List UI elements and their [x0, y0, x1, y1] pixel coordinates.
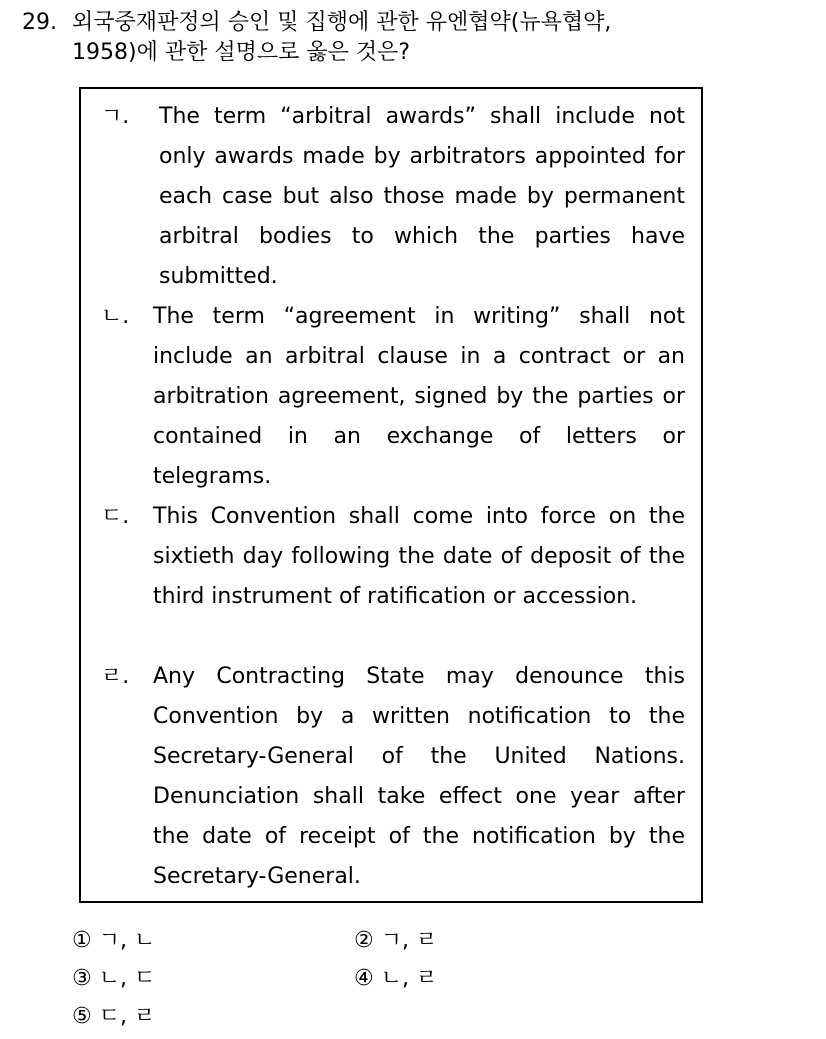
- statement-marker: ㄴ.: [101, 304, 130, 329]
- statement-text: The term “arbitral awards” shall include not only awards made by arbitrators appointed for each case but also those made by permanent arbitral bodies to which the parties have submitted.: [159, 104, 685, 289]
- choice-2[interactable]: ② ㄱ, ㄹ: [354, 928, 438, 953]
- statement-marker: ㄹ.: [101, 664, 130, 689]
- statement-item-d: [101, 657, 685, 897]
- statement-marker: ㄷ.: [101, 504, 130, 529]
- statement-text: This Convention shall come into force on the sixtieth day following the date of deposit of the third instrument of ratification or accession.: [153, 504, 685, 609]
- statement-text: Any Contracting State may denounce this Convention by a written notification to the Secretary-General of the United Nations. Denunciation shall take effect one year after the date of receipt of the notification by the Secretary-General.: [153, 664, 685, 889]
- statement-text: The term “agreement in writing” shall not include an arbitral clause in a contract or an arbitration agreement, signed by the parties or contained in an exchange of letters or telegrams.: [153, 304, 685, 489]
- statement-item-b: [101, 297, 685, 497]
- statement-marker: ㄱ.: [101, 104, 130, 129]
- question-text-line2: 1958)에 관한 설명으로 옳은 것은?: [72, 40, 410, 65]
- choice-3[interactable]: ③ ㄴ, ㄷ: [72, 966, 156, 991]
- question-text-line1: 외국중재판정의 승인 및 집행에 관한 유엔협약(뉴욕협약,: [72, 10, 612, 35]
- choice-1[interactable]: ① ㄱ, ㄴ: [72, 928, 156, 953]
- statement-item-c: [101, 497, 685, 617]
- question-stem: [22, 8, 812, 68]
- statement-box: [79, 87, 703, 903]
- statement-item-a: [101, 97, 685, 297]
- choice-5[interactable]: ⑤ ㄷ, ㄹ: [72, 1004, 156, 1029]
- choice-4[interactable]: ④ ㄴ, ㄹ: [354, 966, 438, 991]
- question-number: 29.: [22, 10, 57, 35]
